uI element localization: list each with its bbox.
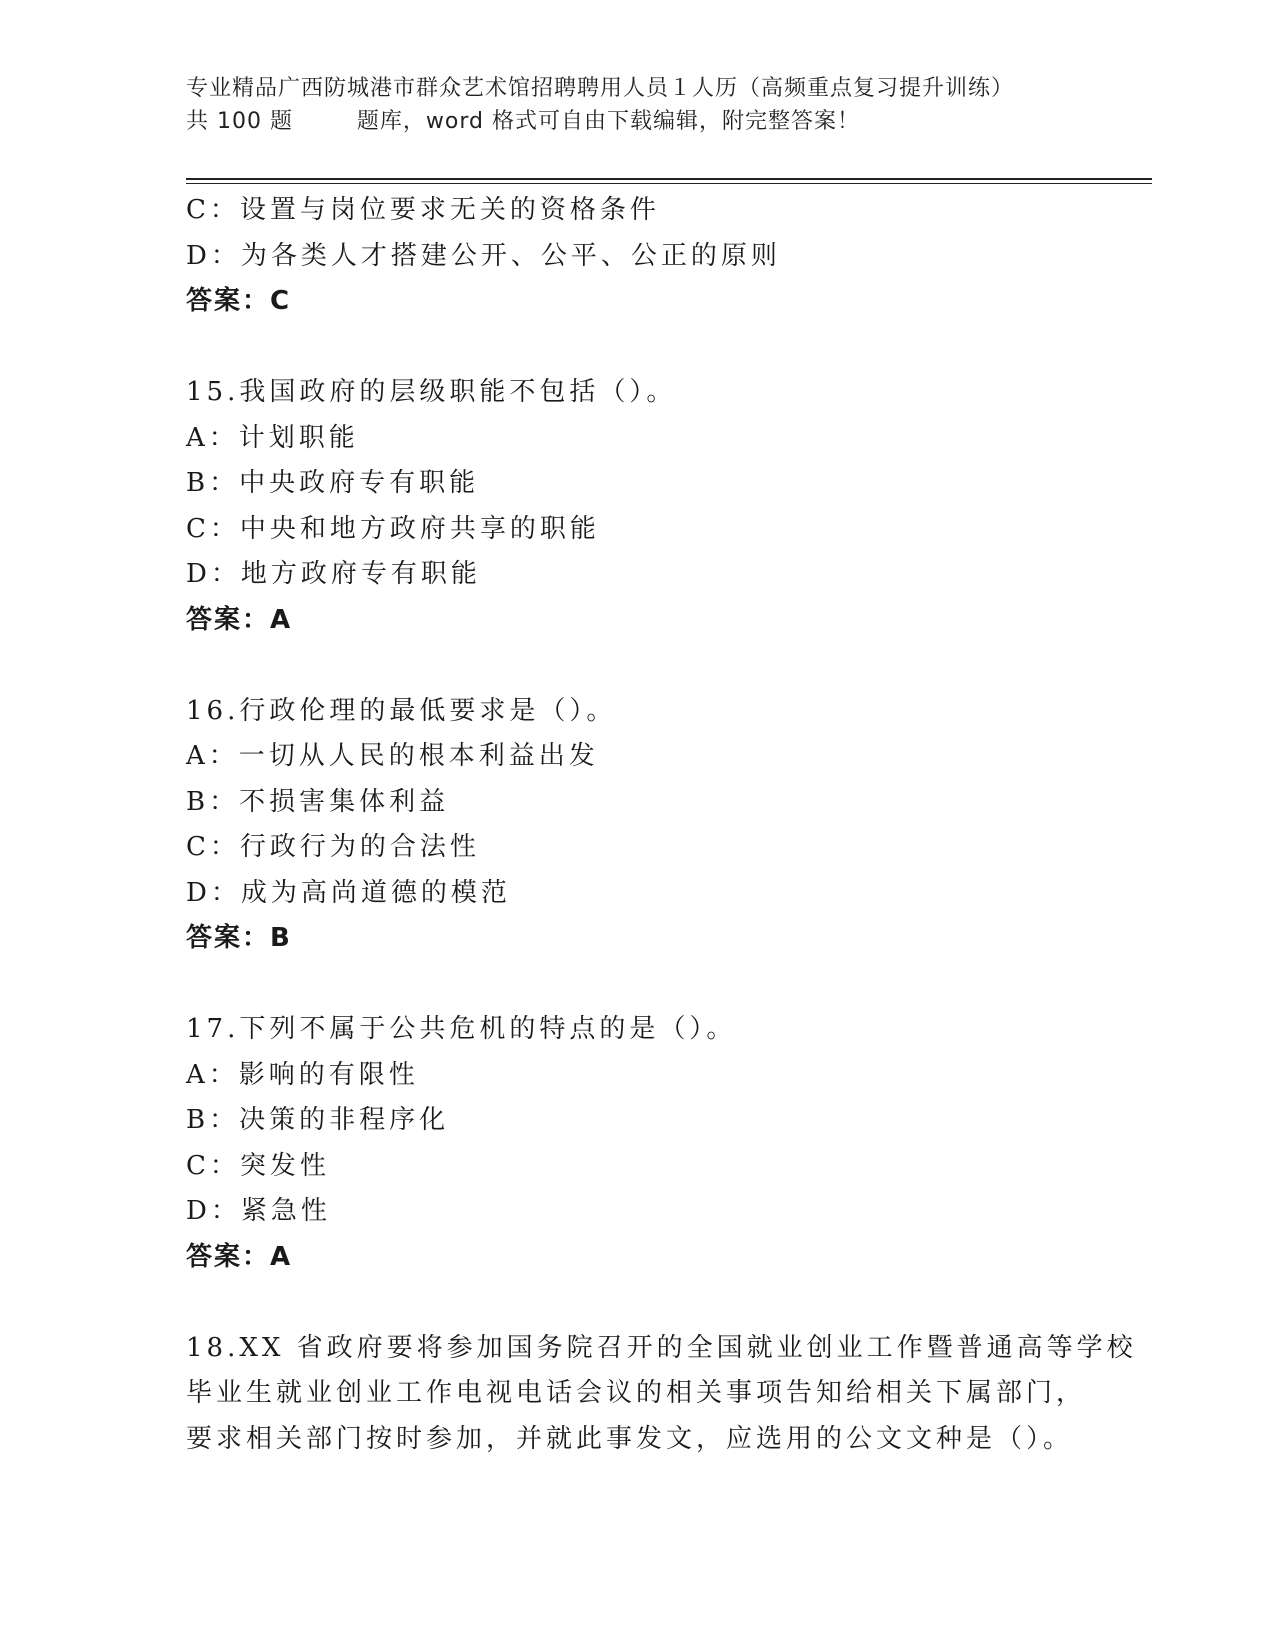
question-stem: 16.行政伦理的最低要求是（）。: [186, 695, 617, 726]
option-c: C：行政行为的合法性: [186, 832, 480, 862]
option-a: A：计划职能: [186, 422, 359, 453]
header-divider-thin: [186, 183, 1152, 184]
header-subtitle-line: 共 100 题 题库，word 格式可自由下载编辑，附完整答案！: [186, 109, 860, 134]
option-c: C：设置与岗位要求无关的资格条件: [186, 195, 660, 225]
carry-over-question: [186, 188, 1106, 325]
option-b: B：决策的非程序化: [186, 1105, 450, 1135]
document-header: [186, 72, 1086, 138]
option-a: A：一切从人民的根本利益出发: [186, 741, 599, 771]
question-content: [186, 188, 1137, 1462]
answer-line: 答案：C: [186, 286, 292, 316]
option-c: C：突发性: [186, 1150, 330, 1181]
spacer: [186, 643, 1106, 689]
spacer: [186, 325, 1106, 371]
question-stem: 17.下列不属于公共危机的特点的是（）。: [186, 1014, 737, 1044]
option-a: A：影响的有限性: [186, 1059, 419, 1090]
option-c: C：中央和地方政府共享的职能: [186, 513, 600, 544]
question-18: [186, 1326, 1137, 1463]
option-d: D：地方政府专有职能: [186, 559, 481, 589]
question-stem-line-3: 要求相关部门按时参加，并就此事发文，应选用的公文文种是（）。: [186, 1423, 1074, 1454]
option-b: B：中央政府专有职能: [186, 468, 480, 498]
option-d: D：成为高尚道德的模范: [186, 877, 511, 908]
question-stem-line-1: 18.XX 省政府要将参加国务院召开的全国就业创业工作暨普通高等学校: [186, 1332, 1137, 1363]
question-16: [186, 689, 1106, 962]
option-b: B：不损害集体利益: [186, 786, 450, 817]
answer-line: 答案：B: [186, 923, 292, 953]
question-stem-line-2: 毕业生就业创业工作电视电话会议的相关事项告知给相关下属部门，: [186, 1378, 1087, 1408]
question-stem: 15.我国政府的层级职能不包括（）。: [186, 377, 677, 407]
header-divider-thick: [186, 178, 1152, 180]
answer-line: 答案：A: [186, 604, 293, 635]
option-d: D：紧急性: [186, 1196, 331, 1226]
answer-line: 答案：A: [186, 1241, 293, 1272]
question-15: [186, 370, 1106, 643]
question-17: [186, 1007, 1106, 1280]
spacer: [186, 962, 1106, 1008]
option-d: D：为各类人才搭建公开、公平、公正的原则: [186, 240, 781, 271]
spacer: [186, 1280, 1106, 1326]
header-title-line: 专业精品广西防城港市群众艺术馆招聘聘用人员１人历（高频重点复习提升训练）: [186, 76, 1015, 101]
